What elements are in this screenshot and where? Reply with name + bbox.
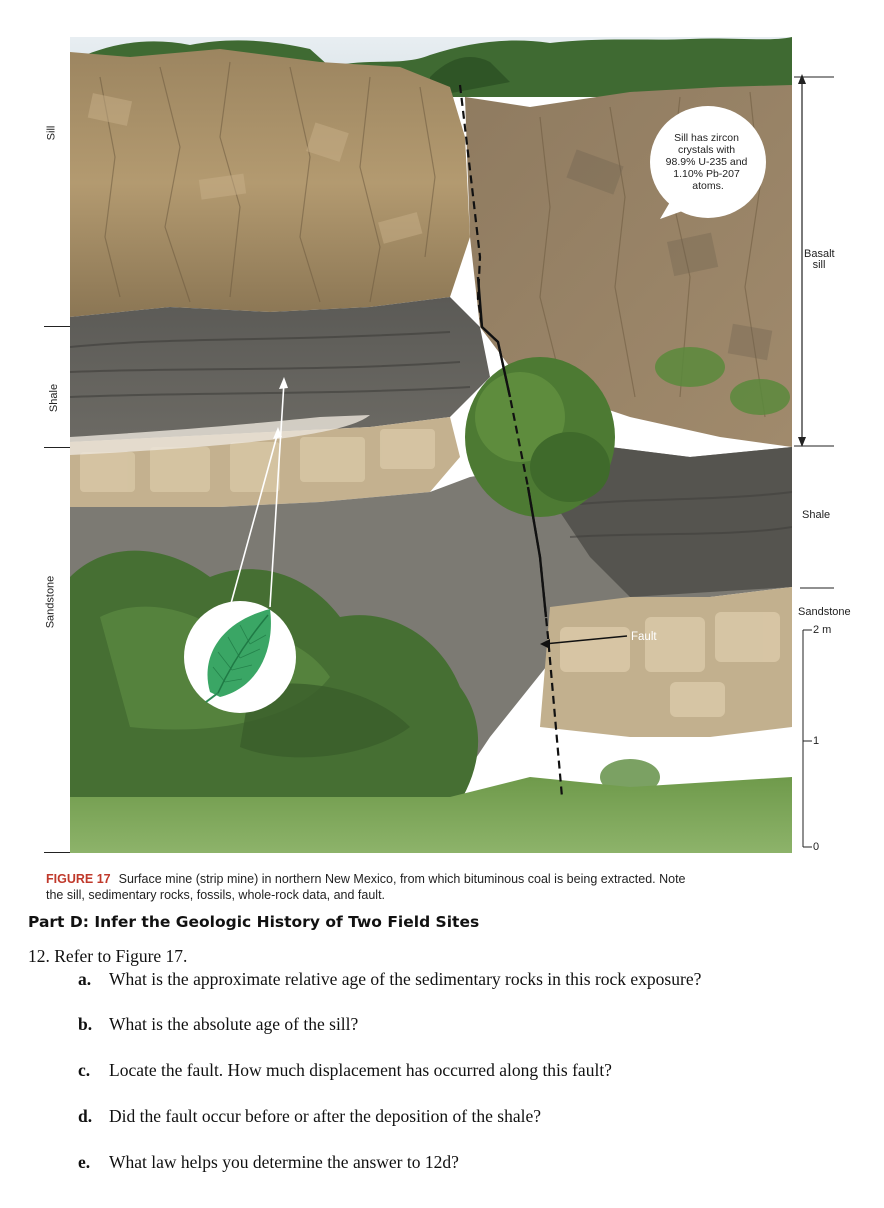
question-intro: 12. Refer to Figure 17. [28, 946, 188, 966]
left-tick [44, 326, 70, 327]
callout-text: Sill has zircon crystals with 98.9% U-235 and 1.10% Pb-207 atoms. [665, 132, 748, 192]
scale-label-0: 0 [813, 841, 820, 853]
right-scale-graphics [792, 70, 842, 870]
right-label-shale: Shale [802, 509, 831, 521]
right-label-sandstone: Sandstone [798, 606, 851, 618]
fault-label: Fault [631, 631, 657, 643]
question-item-d [78, 1106, 541, 1127]
question-item-c [78, 1060, 612, 1081]
item-text: Did the fault occur before or after the deposition of the shale? [109, 1106, 541, 1126]
question-item-b [78, 1014, 358, 1035]
figure-caption [46, 871, 706, 903]
item-text: What law helps you determine the answer to 12d? [109, 1152, 459, 1172]
section-title: Part D: Infer the Geologic History of Two Field Sites [28, 913, 480, 931]
left-label-sandstone: Sandstone [44, 575, 57, 629]
left-label-shale: Shale [48, 383, 61, 413]
item-letter: b. [78, 1014, 93, 1034]
item-letter: c. [78, 1060, 91, 1080]
item-letter: a. [78, 969, 92, 989]
item-text: What is the approximate relative age of the sedimentary rocks in this rock exposure? [109, 969, 702, 989]
caption-text: Surface mine (strip mine) in northern New Mexico, from which bituminous coal is being extracted. Note the sill, sedimentary rocks, fossils, whole-rock data, and fault. [46, 872, 686, 902]
item-letter: e. [78, 1152, 91, 1172]
scale-label-1: 1 [813, 735, 820, 747]
item-text: Locate the fault. How much displacement has occurred along this fault? [109, 1060, 612, 1080]
item-text: What is the absolute age of the sill? [109, 1014, 359, 1034]
question-item-e [78, 1152, 459, 1173]
left-label-sill: Sill [45, 125, 58, 141]
question-item-a [78, 969, 701, 990]
left-tick [44, 447, 70, 448]
scale-label-2m: 2 m [813, 624, 832, 636]
item-letter: d. [78, 1106, 93, 1126]
figure-number: FIGURE 17 [46, 872, 111, 886]
outcrop-photo [70, 37, 792, 853]
right-label-basalt-sill: Basalt sill [804, 248, 835, 271]
left-tick [44, 852, 70, 853]
